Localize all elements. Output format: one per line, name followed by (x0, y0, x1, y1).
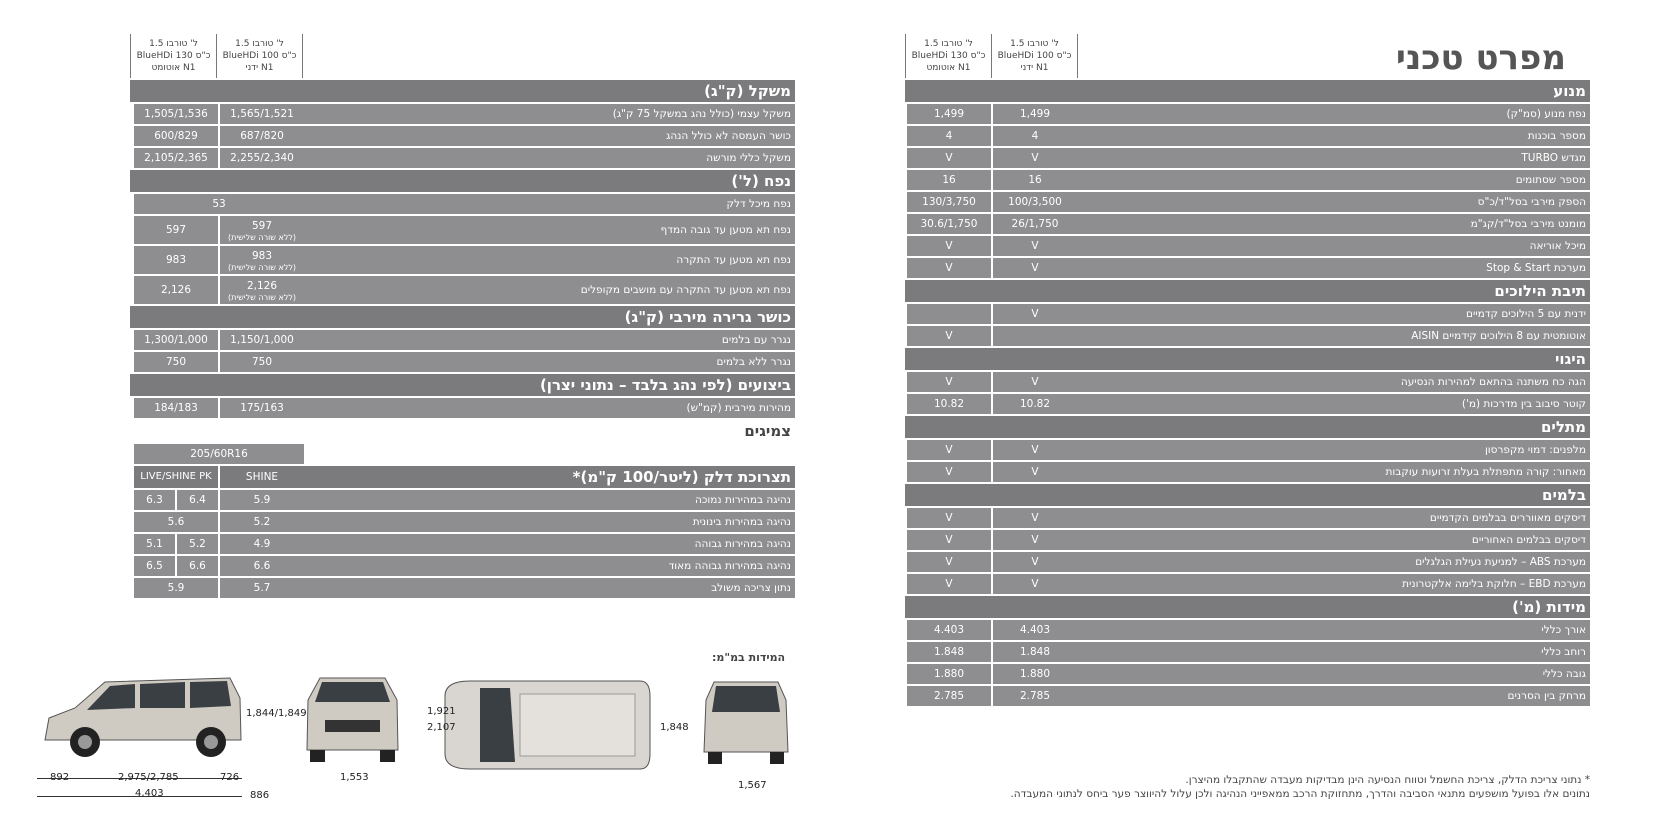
dim-side-height: 886 (250, 790, 270, 801)
fuel-col-live-shine-pk: LIVE/SHINE PK (134, 466, 218, 488)
cell-automatic: 4.403 (907, 620, 991, 640)
table-row (905, 686, 1590, 706)
table-row (905, 236, 1590, 256)
cell-merged: 205/60R16 (134, 444, 304, 464)
right-col-header-1 (991, 34, 1078, 78)
table-row (130, 276, 795, 304)
row-label: מספר שסתומים (1077, 170, 1590, 190)
cell-live-b: 6.3 (134, 490, 175, 510)
table-row (130, 352, 795, 372)
cell-manual (993, 326, 1077, 346)
cell-manual: 1.848 (993, 642, 1077, 662)
dim-side-rear-overhang: 726 (220, 772, 240, 783)
section-header: מנוע (905, 80, 1590, 102)
row-label (304, 444, 795, 464)
cell-automatic: 10.82 (907, 394, 991, 414)
cell-manual: 16 (993, 170, 1077, 190)
car-top-view (440, 676, 655, 774)
table-row (905, 104, 1590, 124)
row-label: רוחב כללי (1077, 642, 1590, 662)
row-label: מיכל אוריאה (1077, 236, 1590, 256)
cell-manual (220, 216, 304, 244)
col-header-line: BlueHDi 100 כ"ס (997, 51, 1072, 61)
cell-automatic: 1.848 (907, 642, 991, 662)
cell-live-a: 5.2 (177, 534, 218, 554)
cell-automatic: V (907, 236, 991, 256)
dim-front-height: 1,844/1,849 (246, 708, 307, 719)
table-row (905, 462, 1590, 482)
cell-live-b: 5.1 (134, 534, 175, 554)
table-row (905, 620, 1590, 640)
dim-side-front-overhang: 892 (50, 772, 70, 783)
row-label: כושר העמסה לא כולל הנהג (304, 126, 795, 146)
cell-automatic: 2,105/2,365 (134, 148, 218, 168)
row-label: הגה כח משתנה בהתאם למהירות הנסיעה (1077, 372, 1590, 392)
cell-automatic: 750 (134, 352, 218, 372)
cell-note: (ללא שורה שלישית) (227, 292, 297, 302)
fuel-header-row (130, 466, 795, 488)
cell-manual: 1,499 (993, 104, 1077, 124)
cell-manual: 4.403 (993, 620, 1077, 640)
table-row (130, 398, 795, 418)
row-label: מגדש TURBO (1077, 148, 1590, 168)
row-label: הספק מירבי בסל"ד/כ"ס (1077, 192, 1590, 212)
row-label: משקל כללי מורשה (304, 148, 795, 168)
row-label: נפח תא מטען עד גובה המדף (304, 216, 795, 244)
footnote-line: * נתוני צריכת הדלק, צריכת החשמל וטווח הנסיעה הינן מבדיקות מעבדה שהתקבלו מהיצרן. (1185, 774, 1590, 786)
row-label: מערכת EBD – חלוקת בלימה אלקטרונית (1077, 574, 1590, 594)
page-title: מפרט טכני (1395, 38, 1566, 78)
row-label: מערכת ABS – למניעת נעילת הגלגלים (1077, 552, 1590, 572)
table-row (905, 304, 1590, 324)
cell-manual: V (993, 530, 1077, 550)
cell-manual (220, 276, 304, 304)
row-label: נגרר ללא בלמים (304, 352, 795, 372)
left-col-header-2 (130, 34, 217, 78)
table-row-fuel-tank (130, 194, 795, 214)
table-row (905, 372, 1590, 392)
cell-automatic: V (907, 372, 991, 392)
row-label: מאחור: קורה מתפתלת בעלת זרועות עוקבות (1077, 462, 1590, 482)
cell-automatic: V (907, 508, 991, 528)
row-label: דיסקים מאווררים בבלמים הקדמיים (1077, 508, 1590, 528)
cell-manual: V (993, 236, 1077, 256)
cell-manual: V (993, 552, 1077, 572)
cell-shine: 6.6 (220, 556, 304, 576)
col-header-line: BlueHDi 130 כ"ס (136, 51, 211, 61)
cell-live-a: 6.4 (177, 490, 218, 510)
table-row (905, 664, 1590, 684)
col-header-line: 1.5 ל' טורבו (1010, 39, 1059, 49)
car-side-view (35, 668, 250, 768)
cell-automatic: V (907, 552, 991, 572)
table-row (130, 534, 795, 554)
row-label: אורך כללי (1077, 620, 1590, 640)
cell-manual: 1,150/1,000 (220, 330, 304, 350)
footnote-line: נתונים אלו בפועל מושפעים מתנאי הסביבה והדרך, מתחזוקת הרכב ממאפייני הנהיגה ולכן עלול להיווצר פער ביחס לנתוני המעבדה. (1010, 788, 1590, 800)
row-label: גובה כללי (1077, 664, 1590, 684)
table-row (905, 530, 1590, 550)
cell-automatic: 4 (907, 126, 991, 146)
right-spec-table (905, 80, 1590, 708)
right-col-header-2 (905, 34, 992, 78)
row-label: מהירות מירבית (קמ"ש) (304, 398, 795, 418)
cell-manual: V (993, 574, 1077, 594)
cell-note: (ללא שורה שלישית) (227, 262, 297, 272)
table-row (905, 192, 1590, 212)
footnote (970, 773, 1590, 801)
table-row (130, 126, 795, 146)
col-header-line: BlueHDi 130 כ"ס (911, 51, 986, 61)
section-header: ביצועים (לפי נהג בלבד – נתוני יצרן) (130, 374, 795, 396)
cell-shine: 5.9 (220, 490, 304, 510)
dim-front-track: 1,553 (340, 772, 369, 783)
table-row (130, 104, 795, 124)
row-label: נגרר עם בלמים (304, 330, 795, 350)
cell-shine: 5.7 (220, 578, 304, 598)
car-rear-view (700, 676, 792, 771)
section-header-tires: צמיגים (130, 420, 795, 442)
row-label: קוטר סיבוב בין מדרכות (מ') (1077, 394, 1590, 414)
col-header-line: ידני N1 (1020, 63, 1049, 73)
table-row (130, 578, 795, 598)
table-row (905, 170, 1590, 190)
row-label: נתון צריכה משולב (304, 578, 795, 598)
dim-top-width-1: 1,921 (427, 706, 456, 717)
row-label: מספר בוכנות (1077, 126, 1590, 146)
cell-manual: 750 (220, 352, 304, 372)
cell-manual: V (993, 462, 1077, 482)
section-header: כושר גרירה מירבי (ק"ג) (130, 306, 795, 328)
cell-automatic: 2,126 (134, 276, 218, 304)
cell-manual (220, 246, 304, 274)
cell-automatic: 130/3,750 (907, 192, 991, 212)
table-row (130, 216, 795, 244)
cell-manual: V (993, 440, 1077, 460)
cell-automatic: V (907, 258, 991, 278)
cell-value: 597 (251, 219, 273, 232)
section-header: בלמים (905, 484, 1590, 506)
section-header: היגוי (905, 348, 1590, 370)
table-row (905, 126, 1590, 146)
table-row (905, 642, 1590, 662)
section-header-fuel: תצרוכת דלק (ליטר/100 ק"מ)* (304, 466, 795, 488)
cell-merged: 53 (134, 194, 304, 214)
col-header-line: 1.5 ל' טורבו (235, 39, 284, 49)
cell-automatic (907, 304, 991, 324)
cell-automatic: 2.785 (907, 686, 991, 706)
row-label: נפח תא מטען עד התקרה (304, 246, 795, 274)
col-header-line: BlueHDi 100 כ"ס (222, 51, 297, 61)
cell-automatic: V (907, 326, 991, 346)
row-label: נפח תא מטען עד התקרה עם מושבים מקופלים (304, 276, 795, 304)
left-col-header-1 (216, 34, 303, 78)
dim-top-width-3: 1,848 (660, 722, 689, 733)
row-label: נהיגה במהירות גבוהה מאוד (304, 556, 795, 576)
dim-rear-track: 1,567 (738, 780, 767, 791)
row-label: נהיגה במהירות גבוהה (304, 534, 795, 554)
row-label: מרחק בין הסרנים (1077, 686, 1590, 706)
cell-manual: 10.82 (993, 394, 1077, 414)
row-label: נהיגה במהירות נמוכה (304, 490, 795, 510)
row-label: נהיגה במהירות בינונית (304, 512, 795, 532)
col-header-line: 1.5 ל' טורבו (924, 39, 973, 49)
table-row (130, 490, 795, 510)
cell-manual: V (993, 508, 1077, 528)
section-header: מידות (מ') (905, 596, 1590, 618)
cell-manual: V (993, 304, 1077, 324)
cell-automatic: V (907, 462, 991, 482)
row-label: מומנט מירבי בסל"ד/קג"מ (1077, 214, 1590, 234)
col-header-line: ידני N1 (245, 63, 274, 73)
table-row (905, 326, 1590, 346)
cell-manual: 100/3,500 (993, 192, 1077, 212)
cell-note: (ללא שורה שלישית) (227, 232, 297, 242)
cell-manual: 2.785 (993, 686, 1077, 706)
table-row (905, 148, 1590, 168)
cell-automatic: 983 (134, 246, 218, 274)
cell-manual: V (993, 258, 1077, 278)
row-label: אוטומטית עם 8 הילוכים קידמיים AISIN (1077, 326, 1590, 346)
table-row (130, 512, 795, 532)
cell-automatic: 16 (907, 170, 991, 190)
cell-manual: 1,565/1,521 (220, 104, 304, 124)
table-row (130, 330, 795, 350)
table-row-tires (130, 444, 795, 464)
table-row (905, 440, 1590, 460)
fuel-col-shine: SHINE (220, 466, 304, 488)
table-row (130, 246, 795, 274)
cell-manual: V (993, 148, 1077, 168)
table-row (905, 394, 1590, 414)
row-label: נפח מנוע (סמ"ק) (1077, 104, 1590, 124)
cell-automatic: 1.880 (907, 664, 991, 684)
row-label: נפח מיכל דלק (304, 194, 795, 214)
section-header: תיבת הילוכים (905, 280, 1590, 302)
cell-automatic: 184/183 (134, 398, 218, 418)
table-row (905, 574, 1590, 594)
row-label: ידנית עם 5 הילוכים קדמיים (1077, 304, 1590, 324)
dim-side-wheelbase: 2,975/2,785 (118, 772, 179, 783)
cell-live-a: 6.6 (177, 556, 218, 576)
dim-side-length: 4,403 (135, 788, 164, 799)
section-header: נפח (ל') (130, 170, 795, 192)
table-row (905, 258, 1590, 278)
cell-manual: 1.880 (993, 664, 1077, 684)
cell-shine: 5.2 (220, 512, 304, 532)
cell-live: 5.6 (134, 512, 218, 532)
cell-manual: 175/163 (220, 398, 304, 418)
table-row (905, 214, 1590, 234)
dim-top-width-2: 2,107 (427, 722, 456, 733)
cell-automatic: 1,505/1,536 (134, 104, 218, 124)
cell-automatic: 600/829 (134, 126, 218, 146)
cell-automatic: V (907, 440, 991, 460)
row-label: מערכת Stop & Start (1077, 258, 1590, 278)
cell-manual: 26/1,750 (993, 214, 1077, 234)
car-front-view (300, 670, 405, 770)
table-row (905, 508, 1590, 528)
row-label: מלפנים: דמוי מקפרסון (1077, 440, 1590, 460)
cell-automatic: 597 (134, 216, 218, 244)
cell-automatic: V (907, 148, 991, 168)
cell-manual: 4 (993, 126, 1077, 146)
cell-live-b: 6.5 (134, 556, 175, 576)
table-row (130, 148, 795, 168)
cell-value: 983 (251, 249, 273, 262)
cell-automatic: 30.6/1,750 (907, 214, 991, 234)
cell-automatic: V (907, 530, 991, 550)
table-row (130, 556, 795, 576)
col-header-line: 1.5 ל' טורבו (149, 39, 198, 49)
table-row (905, 552, 1590, 572)
cell-live: 5.9 (134, 578, 218, 598)
row-label: דיסקים בבלמים האחוריים (1077, 530, 1590, 550)
cell-manual: 2,255/2,340 (220, 148, 304, 168)
col-header-line: אוטומט N1 (926, 63, 971, 73)
cell-value: 2,126 (246, 279, 278, 292)
cell-automatic: V (907, 574, 991, 594)
section-header: מתלים (905, 416, 1590, 438)
section-header: משקל (ק"ג) (130, 80, 795, 102)
cell-automatic: 1,499 (907, 104, 991, 124)
cell-automatic: 1,300/1,000 (134, 330, 218, 350)
col-header-line: אוטומט N1 (151, 63, 196, 73)
cell-manual: V (993, 372, 1077, 392)
cell-manual: 687/820 (220, 126, 304, 146)
dimensions-caption: המידות במ"מ: (712, 651, 786, 664)
left-spec-table (130, 80, 795, 600)
row-label: משקל עצמי (כולל נהג במשקל 75 ק"ג) (304, 104, 795, 124)
cell-shine: 4.9 (220, 534, 304, 554)
